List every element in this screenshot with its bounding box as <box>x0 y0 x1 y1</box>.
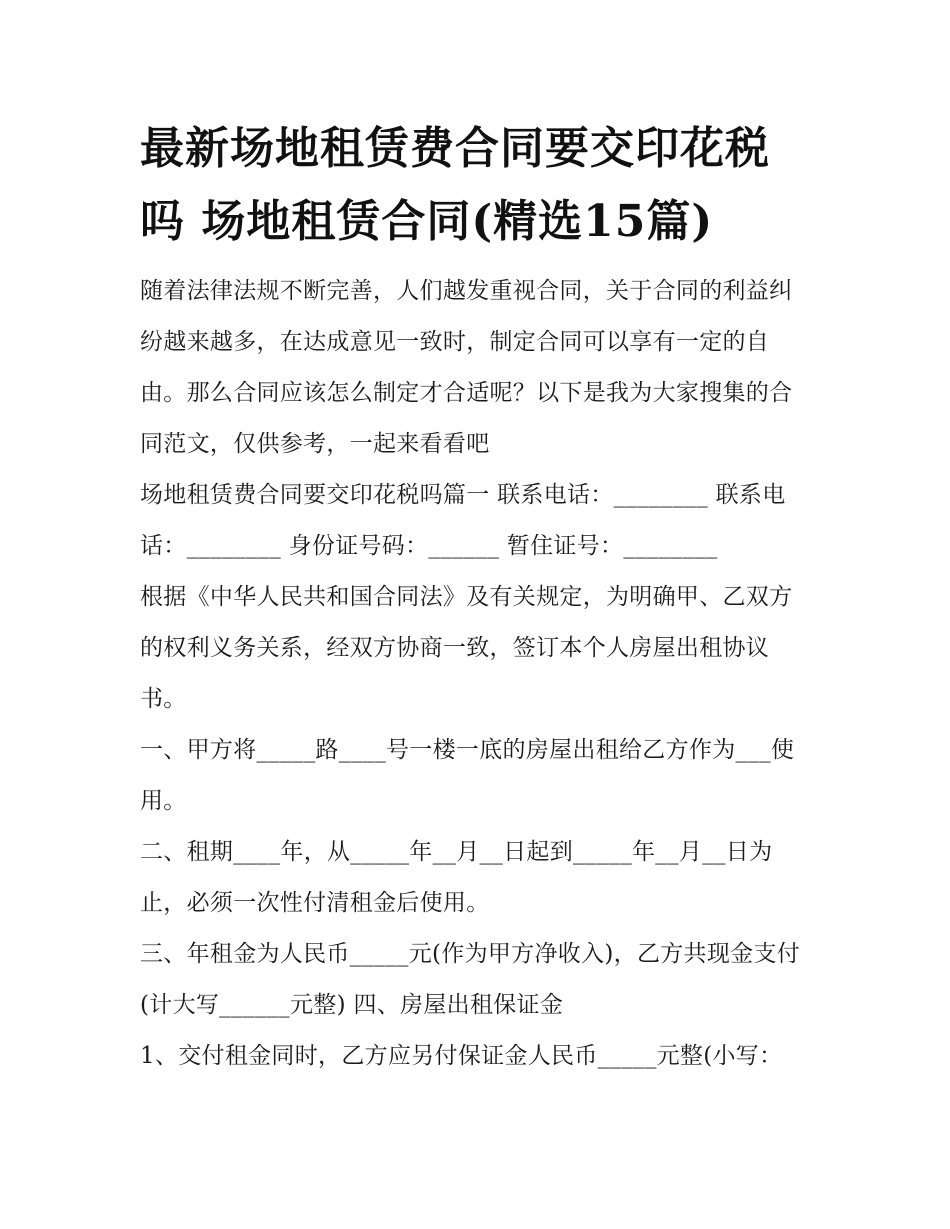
clause-3-paragraph: 三、年租金为人民币_____元(作为甲方净收入)，乙方共现金支付(计大写______元整) 四、房屋出租保证金 <box>140 941 801 1018</box>
clause-1-paragraph: 一、甲方将_____路____号一楼一底的房屋出租给乙方作为___使用。 <box>140 737 795 814</box>
contact-info-paragraph: 场地租赁费合同要交印花税吗篇一 联系电话：________ 联系电话：________ 身份证号码：______ 暂住证号：________ <box>140 482 786 559</box>
document-title: 最新场地租赁费合同要交印花税吗 场地租赁合同(精选15篇) <box>140 123 770 247</box>
document-page <box>140 112 812 1082</box>
legal-basis-paragraph: 根据《中华人民共和国合同法》及有关规定，为明确甲、乙双方的权利义务关系，经双方协商一致，签订本个人房屋出租协议书。 <box>140 584 793 712</box>
clause-2-paragraph: 二、租期____年，从_____年__月__日起到_____年__月__日为止，必须一次性付清租金后使用。 <box>140 839 773 916</box>
intro-paragraph: 随着法律法规不断完善，人们越发重视合同，关于合同的利益纠纷越来越多，在达成意见一致时，制定合同可以享有一定的自由。那么合同应该怎么制定才合适呢？以下是我为大家搜集的合同范文，仅供参考，一起来看看吧 <box>140 278 793 457</box>
deposit-paragraph: 1、交付租金同时，乙方应另付保证金人民币_____元整(小写： <box>140 1043 783 1069</box>
